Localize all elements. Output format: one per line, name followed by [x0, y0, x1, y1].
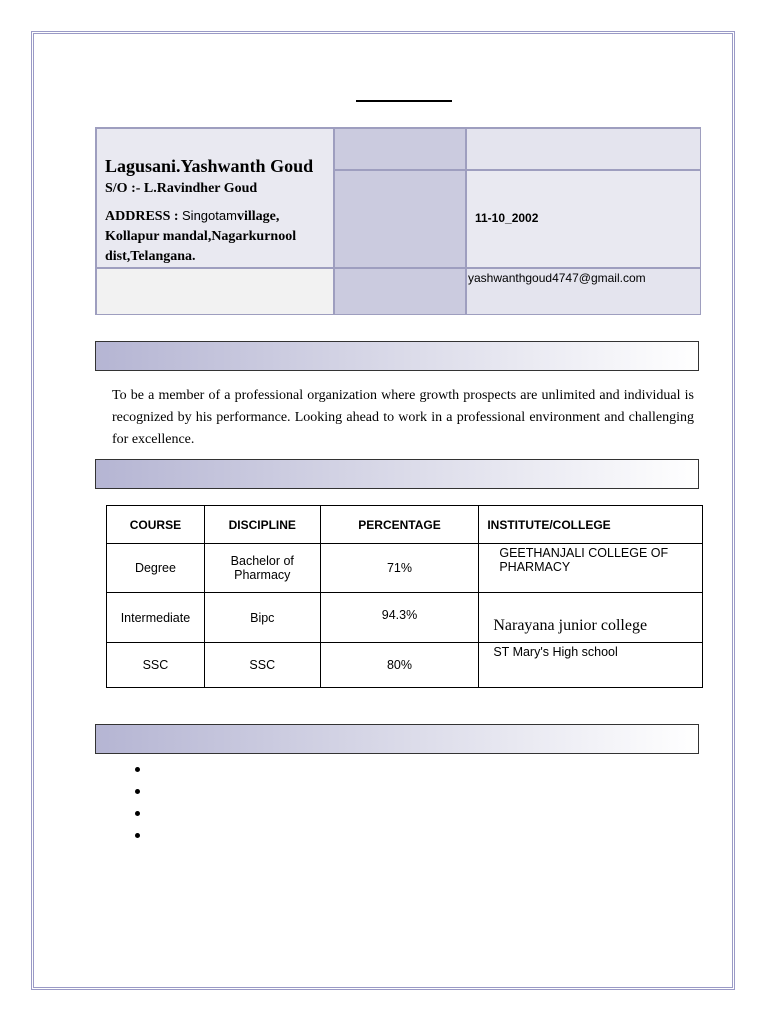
- institute-cell: GEETHANJALI COLLEGE OF PHARMACY: [479, 544, 703, 593]
- objective-text: To be a member of a professional organization where growth prospects are unlimited and individual is recognized by his performance. Looking ahead to work in a professional environment and challenging for excellence.: [112, 388, 694, 447]
- son-of-line: S/O :- L.Ravindher Goud: [105, 181, 258, 196]
- header-grid: [95, 127, 701, 315]
- header-cell-bottom-mid: [334, 268, 466, 315]
- email-cell: [466, 268, 701, 315]
- date-of-birth: 11-10_2002: [475, 211, 539, 225]
- address: [105, 206, 333, 267]
- column-header-institute: INSTITUTE/COLLEGE: [479, 506, 703, 544]
- header-cell-mid: [334, 170, 466, 268]
- table-row: [107, 593, 703, 643]
- header-cell-right-top: [466, 128, 701, 170]
- email-address: yashwanthgoud4747@gmail.com: [468, 271, 646, 285]
- column-header-percentage: PERCENTAGE: [320, 506, 479, 544]
- institute-cell: Narayana junior college: [479, 593, 703, 643]
- dob-cell: [466, 170, 701, 268]
- percentage-cell: 71%: [320, 544, 479, 593]
- discipline-cell: Bachelor of Pharmacy: [204, 544, 320, 593]
- course-cell: SSC: [107, 643, 205, 688]
- education-table: [106, 505, 703, 688]
- header-cell-mid-top: [334, 128, 466, 170]
- course-cell: Degree: [107, 544, 205, 593]
- section-bar-skills: [95, 724, 699, 754]
- title-underline: [356, 100, 452, 102]
- column-header-course: COURSE: [107, 506, 205, 544]
- percentage-cell: 94.3%: [320, 593, 479, 643]
- percentage-cell: 80%: [320, 643, 479, 688]
- table-header-row: [107, 506, 703, 544]
- header-cell-bottom-left: [96, 268, 334, 315]
- address-village-name: Singotam: [182, 208, 237, 223]
- candidate-name: Lagusani.Yashwanth Goud: [105, 156, 314, 176]
- section-bar-education: [95, 459, 699, 489]
- personal-info-cell: [96, 128, 334, 268]
- table-row: [107, 544, 703, 593]
- column-header-discipline: DISCIPLINE: [204, 506, 320, 544]
- discipline-cell: SSC: [204, 643, 320, 688]
- address-rest: village, Kollapur mandal,Nagarkurnool dist,Telangana.: [105, 209, 297, 264]
- table-row: [107, 643, 703, 688]
- discipline-cell: Bipc: [204, 593, 320, 643]
- institute-cell: ST Mary's High school: [479, 643, 703, 688]
- address-label: ADDRESS :: [105, 209, 179, 224]
- section-bar-objective: [95, 341, 699, 371]
- course-cell: Intermediate: [107, 593, 205, 643]
